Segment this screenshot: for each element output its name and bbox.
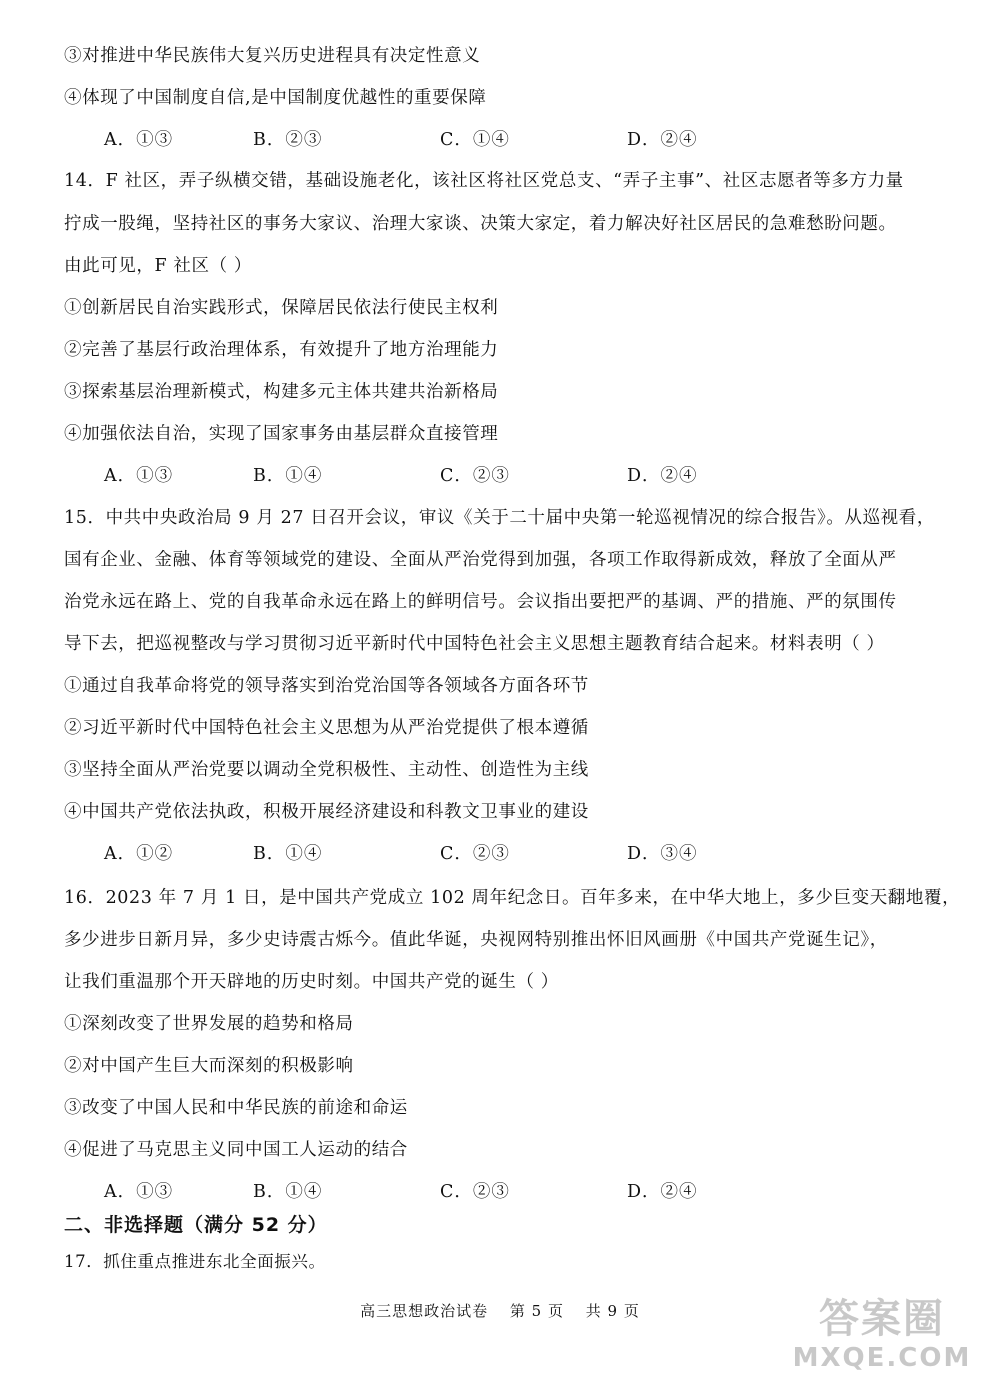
q16-item-3: ③改变了中国人民和中华民族的前途和命运 (64, 1098, 408, 1118)
q14-stem-line-2: 拧成一股绳，坚持社区的事务大家议、治理大家谈、决策大家定，着力解决好社区居民的急难愁盼问题。 (64, 214, 897, 234)
q17-stem: 17．抓住重点推进东北全面振兴。 (64, 1252, 326, 1271)
q15-stem-line-2: 国有企业、金融、体育等领域党的建设、全面从严治党得到加强，各项工作取得新成效，释放了全面从严 (64, 550, 897, 570)
q15-option-c[interactable]: C．②③ (440, 844, 510, 864)
q14-option-d[interactable]: D．②④ (627, 466, 698, 486)
q13-option-a[interactable]: A．①③ (104, 130, 174, 150)
q13-item-4: ④体现了中国制度自信,是中国制度优越性的重要保障 (64, 88, 487, 108)
q15-item-4: ④中国共产党依法执政，积极开展经济建设和科教文卫事业的建设 (64, 802, 589, 822)
q16-item-1: ①深刻改变了世界发展的趋势和格局 (64, 1014, 354, 1034)
q15-option-d[interactable]: D．③④ (627, 844, 698, 864)
q16-option-d[interactable]: D．②④ (627, 1182, 698, 1202)
q16-option-c[interactable]: C．②③ (440, 1182, 510, 1202)
q15-item-2: ②习近平新时代中国特色社会主义思想为从严治党提供了根本遵循 (64, 718, 589, 738)
footer-page-number: 第 5 页 (509, 1302, 564, 1320)
footer-exam-title: 高三思想政治试卷 (360, 1302, 489, 1320)
q14-option-a[interactable]: A．①③ (104, 466, 174, 486)
section-heading: 二、非选择题（满分 52 分） (64, 1214, 328, 1236)
watermark-bottom: MXQE.COM (792, 1343, 972, 1373)
q14-item-2: ②完善了基层行政治理体系，有效提升了地方治理能力 (64, 340, 499, 360)
q16-stem-line-2: 多少进步日新月异，多少史诗震古烁今。值此华诞，央视网特别推出怀旧风画册《中国共产党诞生记》， (64, 930, 888, 950)
q16-option-b[interactable]: B．①④ (253, 1182, 323, 1202)
q14-options (0, 463, 1000, 489)
q15-item-1: ①通过自我革命将党的领导落实到治党治国等各领域各方面各环节 (64, 676, 589, 696)
q16-stem-line-1: 16．2023 年 7 月 1 日，是中国共产党成立 102 周年纪念日。百年多来，在中华大地上，多少巨变天翻地覆， (64, 888, 960, 908)
watermark-logo (782, 1295, 982, 1385)
q14-item-4: ④加强依法自治，实现了国家事务由基层群众直接管理 (64, 424, 499, 444)
q13-item-3: ③对推进中华民族伟大复兴历史进程具有决定性意义 (64, 46, 481, 66)
q15-option-b[interactable]: B．①④ (253, 844, 323, 864)
q13-option-c[interactable]: C．①④ (440, 130, 510, 150)
q16-option-a[interactable]: A．①③ (104, 1182, 174, 1202)
q14-item-1: ①创新居民自治实践形式，保障居民依法行使民主权利 (64, 298, 499, 318)
q14-option-b[interactable]: B．①④ (253, 466, 323, 486)
q13-option-d[interactable]: D．②④ (627, 130, 698, 150)
q15-options (0, 841, 1000, 867)
q15-stem-line-4: 导下去，把巡视整改与学习贯彻习近平新时代中国特色社会主义思想主题教育结合起来。材料表明（ ） (64, 634, 885, 654)
q16-stem-line-3: 让我们重温那个开天辟地的历史时刻。中国共产党的诞生（ ） (64, 972, 559, 992)
q15-option-a[interactable]: A．①② (104, 844, 174, 864)
q15-stem-line-1: 15．中共中央政治局 9 月 27 日召开会议，审议《关于二十届中央第一轮巡视情况的综合报告》。从巡视看， (64, 508, 935, 528)
q16-item-2: ②对中国产生巨大而深刻的积极影响 (64, 1056, 354, 1076)
q13-option-b[interactable]: B．②③ (253, 130, 323, 150)
q16-options (0, 1179, 1000, 1205)
q16-item-4: ④促进了马克思主义同中国工人运动的结合 (64, 1140, 408, 1160)
q15-item-3: ③坚持全面从严治党要以调动全党积极性、主动性、创造性为主线 (64, 760, 589, 780)
q14-stem-line-1: 14．F 社区，弄子纵横交错，基础设施老化，该社区将社区党总支、“弄子主事”、社区志愿者等多方力量 (64, 171, 904, 191)
q14-stem-line-3: 由此可见，F 社区（ ） (64, 256, 252, 276)
q14-option-c[interactable]: C．②③ (440, 466, 510, 486)
q13-options (0, 127, 1000, 153)
q14-item-3: ③探索基层治理新模式，构建多元主体共建共治新格局 (64, 382, 499, 402)
q15-stem-line-3: 治党永远在路上、党的自我革命永远在路上的鲜明信号。会议指出要把严的基调、严的措施、严的氛围传 (64, 592, 897, 612)
watermark-top: 答案圈 (819, 1296, 945, 1342)
footer-total-pages: 共 9 页 (585, 1302, 640, 1320)
